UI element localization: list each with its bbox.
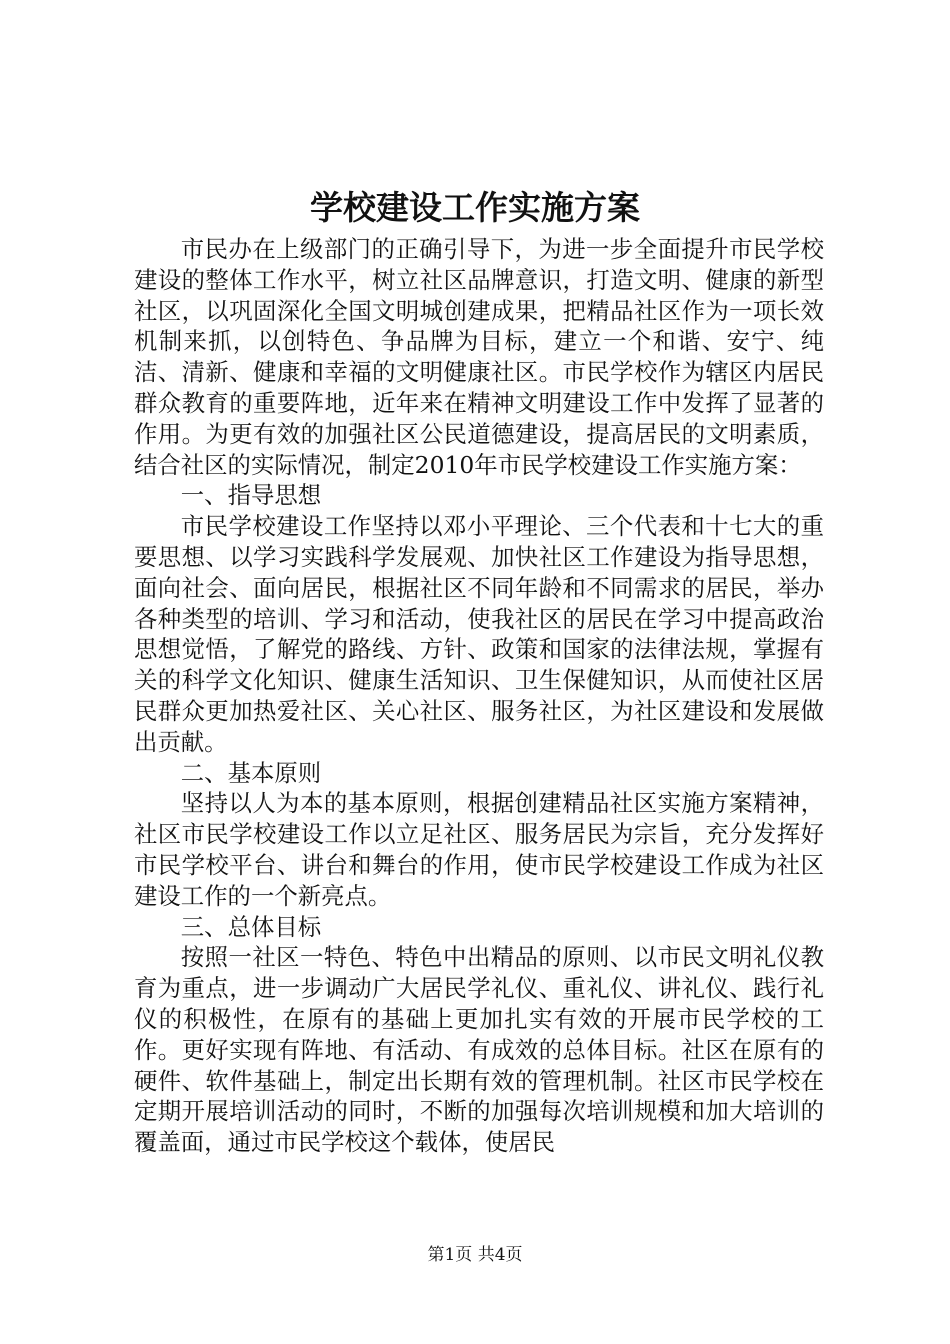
intro-paragraph: 市民办在上级部门的正确引导下，为进一步全面提升市民学校建设的整体工作水平，树立社区品牌意识，打造文明、健康的新型社区，以巩固深化全国文明城创建成果，把精品社区作为一项长效机制来抓，以创特色、争品牌为目标，建立一个和谐、安宁、纯洁、清新、健康和幸福的文明健康社区。市民学校作为辖区内居民群众教育的重要阵地，近年来在精神文明建设工作中发挥了显著的作用。为更有效的加强社区公民道德建设，提高居民的文明素质，结合社区的实际情况，制定2010年市民学校建设工作实施方案： (134, 235, 824, 479)
section-heading-guiding-ideology: 一、指导思想 (180, 481, 322, 510)
section-heading-overall-goal: 三、总体目标 (180, 912, 322, 941)
document-title: 学校建设工作实施方案 (310, 188, 640, 227)
section-paragraph-guiding-ideology: 市民学校建设工作坚持以邓小平理论、三个代表和十七大的重要思想、以学习实践科学发展观、加快社区工作建设为指导思想，面向社会、面向居民，根据社区不同年龄和不同需求的居民，举办各种类型的培训、学习和活动，使我社区的居民在学习中提高政治思想觉悟，了解党的路线、方针、政策和国家的法律法规，掌握有关的科学文化知识、健康生活知识、卫生保健知识，从而使社区居民群众更加热爱社区、关心社区、服务社区，为社区建设和发展做出贡献。 (134, 512, 824, 756)
section-paragraph-overall-goal: 按照一社区一特色、特色中出精品的原则、以市民文明礼仪教育为重点，进一步调动广大居民学礼仪、重礼仪、讲礼仪、践行礼仪的积极性，在原有的基础上更加扎实有效的开展市民学校的工作。更好实现有阵地、有活动、有成效的总体目标。社区在原有的硬件、软件基础上，制定出长期有效的管理机制。社区市民学校在定期开展培训活动的同时，不断的加强每次培训规模和加大培训的覆盖面，通过市民学校这个载体，使居民 (134, 943, 824, 1157)
page-indicator: 第1页 共4页 (427, 1245, 523, 1265)
section-paragraph-basic-principles: 坚持以人为本的基本原则，根据创建精品社区实施方案精神，社区市民学校建设工作以立足社区、服务居民为宗旨，充分发挥好市民学校平台、讲台和舞台的作用，使市民学校建设工作成为社区建设工作的一个新亮点。 (134, 789, 824, 910)
section-heading-basic-principles: 二、基本原则 (180, 758, 322, 787)
document-body (134, 234, 824, 1158)
